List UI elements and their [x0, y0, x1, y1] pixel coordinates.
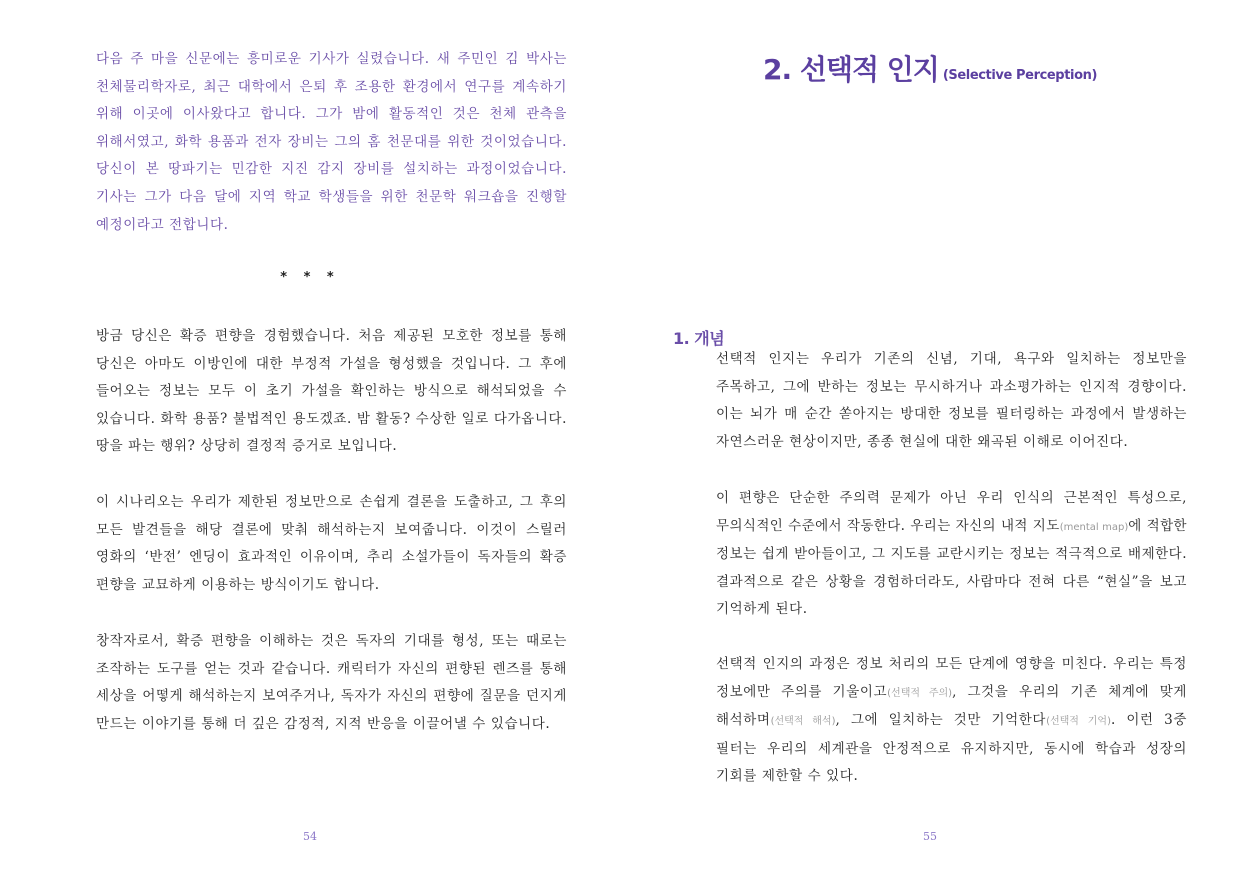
text-line: 있습니다. 화학 용품? 불법적인 용도겠죠. 밤 활동? 수상한 일로 다가옵니다.: [96, 410, 567, 427]
text-line: 만드는 이야기를 통해 더 깊은 감정적, 지적 반응을 이끌어낼 수 있습니다.: [96, 715, 551, 732]
text-line: 영화의 ‘반전’ 엔딩이 효과적인 이유이며, 추리 소설가들이 독자들의 확증: [96, 549, 567, 566]
text-line: 위해서였고, 화학 용품과 전자 장비는 그의 홈 천문대를 위한 것이었습니다.: [96, 133, 567, 150]
chapter-subtitle: (Selective Perception): [942, 68, 1098, 83]
concept-paragraph-2: [716, 485, 1187, 624]
text-line: 당신은 아마도 이방인에 대한 부정적 가설을 형성했을 것입니다. 그 후에: [96, 355, 567, 372]
text-line: 이는 뇌가 매 순간 쏟아지는 방대한 정보를 필터링하는 과정에서 발생하는: [716, 406, 1187, 423]
chapter-title-main: 2. 선택적 인지: [762, 53, 939, 86]
text-line: 이 시나리오는 우리가 제한된 정보만으로 손쉽게 결론을 도출하고, 그 후의: [96, 494, 567, 510]
text-segment: . 이런 3중: [1110, 712, 1187, 729]
text-line: 자연스러운 현상이지만, 종종 현실에 대한 왜곡된 이해로 이어진다.: [716, 433, 1129, 450]
text-line: 예정이라고 전합니다.: [96, 216, 229, 233]
text-line: [716, 513, 1187, 542]
text-line: 조작하는 도구를 얻는 것과 같습니다. 캐릭터가 자신의 편향된 렌즈를 통해: [96, 660, 567, 677]
text-line: [716, 679, 1187, 708]
text-line: 기회를 제한할 수 있다.: [716, 768, 859, 785]
intro-paragraph: [96, 46, 567, 239]
text-line: 기억하게 된다.: [716, 601, 808, 618]
paragraph-3: [96, 628, 567, 738]
text-line: 선택적 인지의 과정은 정보 처리의 모든 단계에 영향을 미친다. 우리는 특정: [716, 656, 1187, 672]
text-line: 필터는 우리의 세계관을 안정적으로 유지하지만, 동시에 학습과 성장의: [716, 740, 1187, 757]
page-number-left: 54: [303, 830, 317, 843]
text-line: 이 편향은 단순한 주의력 문제가 아닌 우리 인식의 근본적인 특성으로,: [716, 490, 1187, 506]
paragraph-2: [96, 489, 567, 599]
text-line: 선택적 인지는 우리가 기존의 신념, 기대, 욕구와 일치하는 정보만을: [716, 351, 1187, 367]
text-line: 모든 발견들을 해당 결론에 맞춰 해석하는지 보여줍니다. 이것이 스릴러: [96, 521, 567, 538]
korean-gloss: (선택적 기억): [1046, 716, 1111, 728]
right-page: [620, 0, 1240, 877]
text-line: 방금 당신은 확증 편향을 경험했습니다. 처음 제공된 모호한 정보를 통해: [96, 328, 567, 344]
chapter-title: [620, 48, 1240, 88]
text-line: 위해 이곳에 이사왔다고 합니다. 그가 밤에 활동적인 것은 천체 관측을: [96, 106, 568, 123]
page-number-right: 55: [923, 830, 937, 843]
text-line: 세상을 어떻게 해석하는지 보여주거나, 독자가 자신의 편향에 질문을 던지게: [96, 688, 567, 705]
section-heading: 1. 개념: [673, 329, 725, 348]
paragraph-1: [96, 323, 567, 461]
korean-gloss: (선택적 주의): [887, 687, 953, 699]
text-line: 정보는 쉽게 받아들이고, 그 지도를 교란시키는 정보는 적극적으로 배제한다.: [716, 546, 1187, 563]
text-segment: 무의식적인 수준에서 작동한다. 우리는 자신의 내적 지도: [716, 517, 1060, 534]
concept-paragraph-3: [716, 651, 1187, 791]
korean-gloss: (선택적 해석): [770, 716, 836, 728]
text-line: [716, 707, 1187, 736]
text-line: 창작자로서, 확증 편향을 이해하는 것은 독자의 기대를 형성, 또는 때로는: [96, 633, 567, 649]
text-line: 다음 주 마을 신문에는 흥미로운 기사가 실렸습니다. 새 주민인 김 박사는: [96, 51, 567, 67]
text-line: 땅을 파는 행위? 상당히 결정적 증거로 보입니다.: [96, 438, 398, 455]
text-line: 천체물리학자로, 최근 대학에서 은퇴 후 조용한 환경에서 연구를 계속하기: [96, 78, 567, 95]
text-line: 들어오는 정보는 모두 이 초기 가설을 확인하는 방식으로 해석되었을 수: [96, 383, 567, 400]
text-line: 주목하고, 그에 반하는 정보는 무시하거나 과소평가하는 인지적 경향이다.: [716, 378, 1187, 395]
text-line: 기사는 그가 다음 달에 지역 학교 학생들을 위한 천문학 워크숍을 진행할: [96, 188, 567, 205]
english-gloss: (mental map): [1059, 521, 1129, 533]
text-segment: 정보에만 주의를 기울이고: [716, 683, 888, 700]
text-segment: 해석하며: [716, 712, 771, 729]
concept-paragraph-1: [716, 346, 1187, 456]
text-line: 결과적으로 같은 상황을 경험하더라도, 사람마다 전혀 다른 “현실”을 보고: [716, 573, 1187, 590]
text-line: 당신이 본 땅파기는 민감한 지진 감지 장비를 설치하는 과정이었습니다.: [96, 161, 567, 178]
text-line: 편향을 교묘하게 이용하는 방식이기도 합니다.: [96, 576, 380, 593]
section-break-ornament: * * *: [280, 270, 340, 285]
text-segment: 에 적합한: [1128, 517, 1187, 534]
text-segment: , 그에 일치하는 것만 기억한다: [835, 712, 1047, 729]
text-segment: , 그것을 우리의 기존 체계에 맞게: [952, 683, 1187, 700]
